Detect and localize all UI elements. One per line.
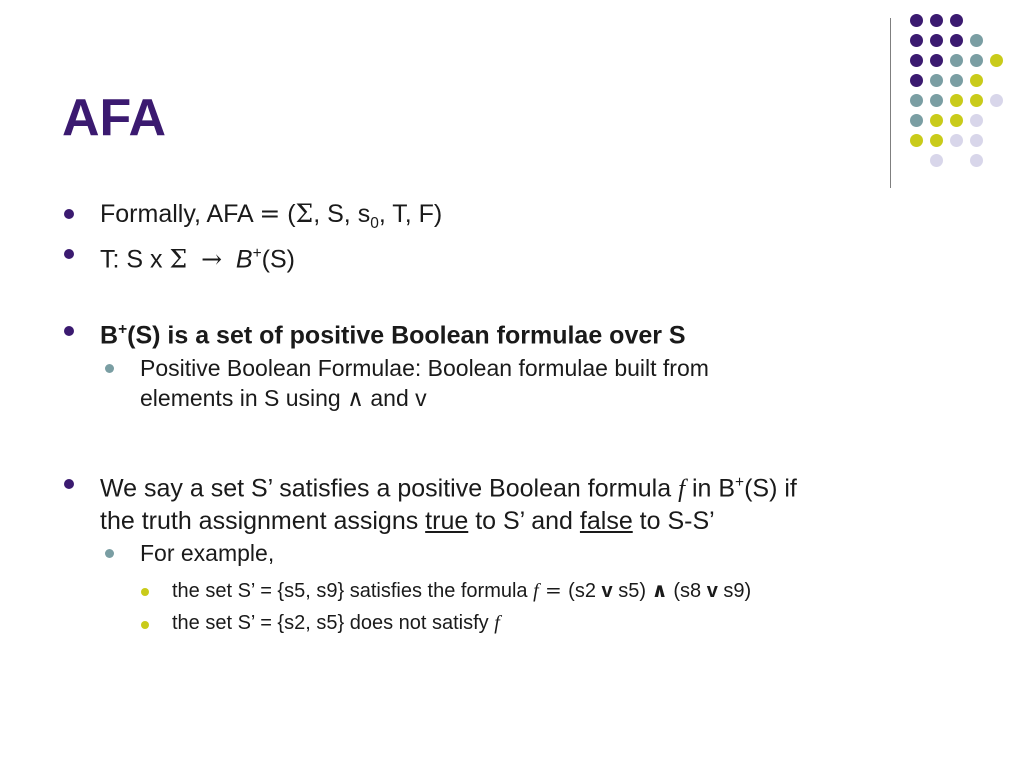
false-word: false	[579, 507, 633, 536]
bullet-bplus	[100, 314, 686, 351]
text: the set S’ = {s2, s5} does not satisfy	[172, 612, 495, 634]
text: the truth assignment assigns	[100, 507, 426, 536]
formula-f: f	[533, 580, 539, 602]
bullet-example-2	[172, 609, 500, 637]
sigma-symbol: Σ	[169, 244, 188, 274]
superscript: +	[118, 321, 128, 338]
subscript: 0	[370, 215, 379, 232]
text: T: S x	[100, 245, 170, 274]
equals-symbol: =	[259, 199, 281, 228]
bullet-dot	[64, 479, 74, 489]
true-word: true	[425, 507, 469, 536]
text: s5)	[612, 580, 652, 602]
and-symbol: ∧	[347, 386, 364, 412]
bullet-example-1	[172, 576, 751, 605]
text: (s8	[667, 580, 707, 602]
text: B	[100, 321, 119, 350]
text: (S)	[261, 245, 295, 274]
text: and v	[363, 385, 427, 411]
superscript: +	[252, 245, 262, 262]
text: Positive Boolean Formulae: Boolean formulae built from	[140, 355, 709, 381]
bullet-dot	[105, 364, 114, 373]
bullet-dot	[64, 249, 74, 259]
text: to S’ and	[468, 507, 580, 536]
bullet-dot	[141, 588, 149, 596]
bullet-satisfies	[100, 467, 797, 537]
bullet-formally	[100, 198, 442, 240]
text: , S, s	[313, 200, 371, 228]
text: Formally, AFA	[100, 200, 260, 228]
text: the set S’ = {s5, s9} satisfies the formula	[172, 580, 534, 602]
or-symbol: v	[706, 580, 718, 602]
bullet-dot	[141, 621, 149, 629]
text: (	[280, 200, 296, 228]
text: s9)	[717, 580, 752, 602]
bullet-positive-formulae	[140, 353, 709, 414]
bullet-example	[140, 538, 274, 568]
text: elements in S using	[140, 385, 348, 411]
right-arrow-icon: →	[201, 244, 223, 274]
text: (S) is a set of positive Boolean formulae over S	[127, 321, 686, 350]
text: (s2	[568, 580, 602, 602]
text: (S) if	[744, 474, 797, 503]
text: to S-S’	[632, 507, 715, 536]
text: , T, F)	[378, 200, 443, 228]
sigma-symbol: Σ	[295, 199, 314, 228]
bullet-dot	[64, 209, 74, 219]
equals-symbol: =	[538, 578, 569, 602]
bullet-dot	[105, 549, 114, 558]
superscript: +	[735, 474, 745, 491]
text: For example,	[140, 540, 275, 566]
formula-f: f	[678, 475, 686, 503]
bullet-transition	[100, 238, 295, 275]
text: in B	[685, 474, 736, 503]
or-symbol: v	[601, 580, 613, 602]
bullet-dot	[64, 326, 74, 336]
text: We say a set S’ satisfies a positive Boolean formula	[100, 474, 679, 503]
formula-f: f	[494, 612, 500, 634]
text: B	[235, 245, 253, 274]
and-symbol: ∧	[651, 578, 668, 602]
slide-title: AFA	[62, 89, 166, 147]
